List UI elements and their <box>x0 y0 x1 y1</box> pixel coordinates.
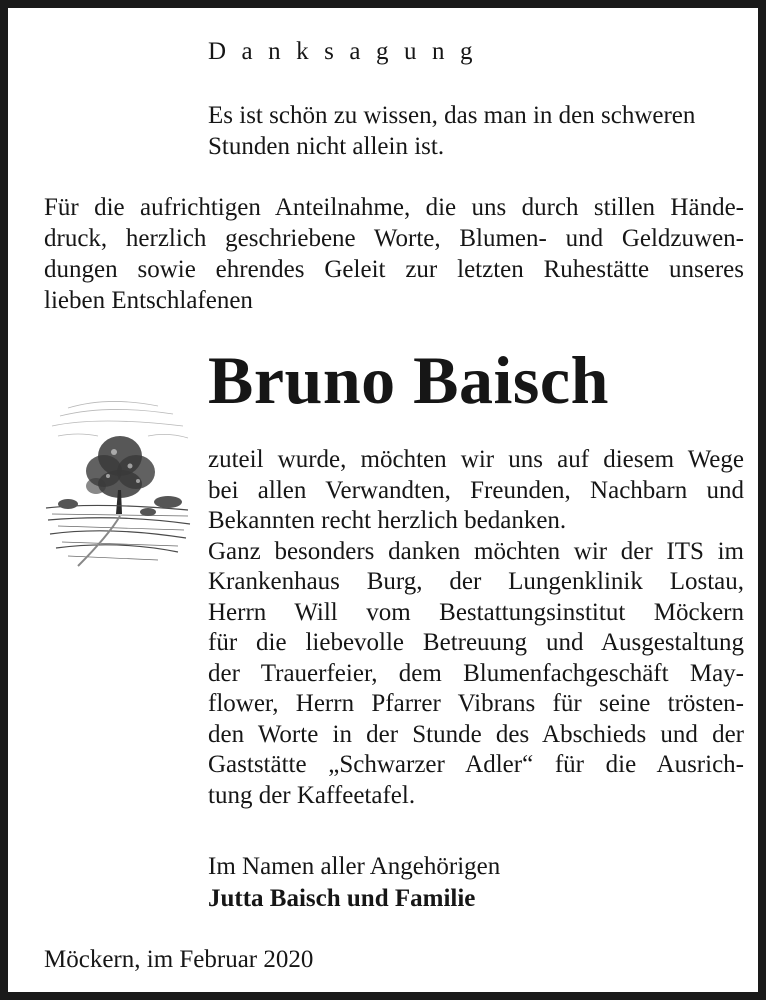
place-date: Möckern, im Februar 2020 <box>44 946 314 973</box>
notice-heading: Danksagung <box>208 38 488 65</box>
paragraph-line: Gaststätte „Schwarzer Adler“ für die Ausrich- <box>208 751 744 778</box>
family-signature: Jutta Baisch und Familie <box>208 885 476 912</box>
thanks-paragraph <box>44 192 744 316</box>
paragraph-line: Bekannten recht herzlich bedanken. <box>208 507 567 534</box>
paragraph-line: der Trauerfeier, dem Blumenfachgeschäft May- <box>208 659 744 687</box>
intro-line: Es ist schön zu wissen, das man in den schweren <box>208 102 696 129</box>
paragraph-line: Für die aufrichtigen Anteilnahme, die uns durch stillen Hände- <box>44 194 744 221</box>
intro-text <box>208 100 748 162</box>
paragraph-line: zuteil wurde, möchten wir uns auf diesem Wege <box>208 446 744 473</box>
paragraph-line: den Worte in der Stunde des Abschieds und der <box>208 720 744 748</box>
paragraph-line: tung der Kaffeetafel. <box>208 781 416 809</box>
paragraph-line: Krankenhaus Burg, der Lungenklinik Lostau, <box>208 568 744 595</box>
paragraph-line: für die liebevolle Betreuung und Ausgestaltung <box>208 629 744 656</box>
tree-landscape-sketch-icon <box>38 386 196 576</box>
paragraph-line: flower, Herrn Pfarrer Vibrans für seine trösten- <box>208 690 744 717</box>
closing-line: Im Namen aller Angehörigen <box>208 853 501 880</box>
intro-line: Stunden nicht allein ist. <box>208 133 445 160</box>
deceased-name: Bruno Baisch <box>208 342 609 418</box>
paragraph-line: Herrn Will vom Bestattungsinstitut Möckern <box>208 598 744 626</box>
thanks-paragraph-continued <box>208 445 744 811</box>
paragraph-line: lieben Entschlafenen <box>44 287 253 314</box>
paragraph-line: bei allen Verwandten, Freunden, Nachbarn und <box>208 476 744 504</box>
paragraph-line: Ganz besonders danken möchten wir der ITS im <box>208 537 744 565</box>
paragraph-line: dungen sowie ehrendes Geleit zur letzten Ruhestätte unseres <box>44 256 744 283</box>
signature-block <box>208 851 500 915</box>
paragraph-line: druck, herzlich geschriebene Worte, Blumen- und Geldzuwen- <box>44 225 744 252</box>
